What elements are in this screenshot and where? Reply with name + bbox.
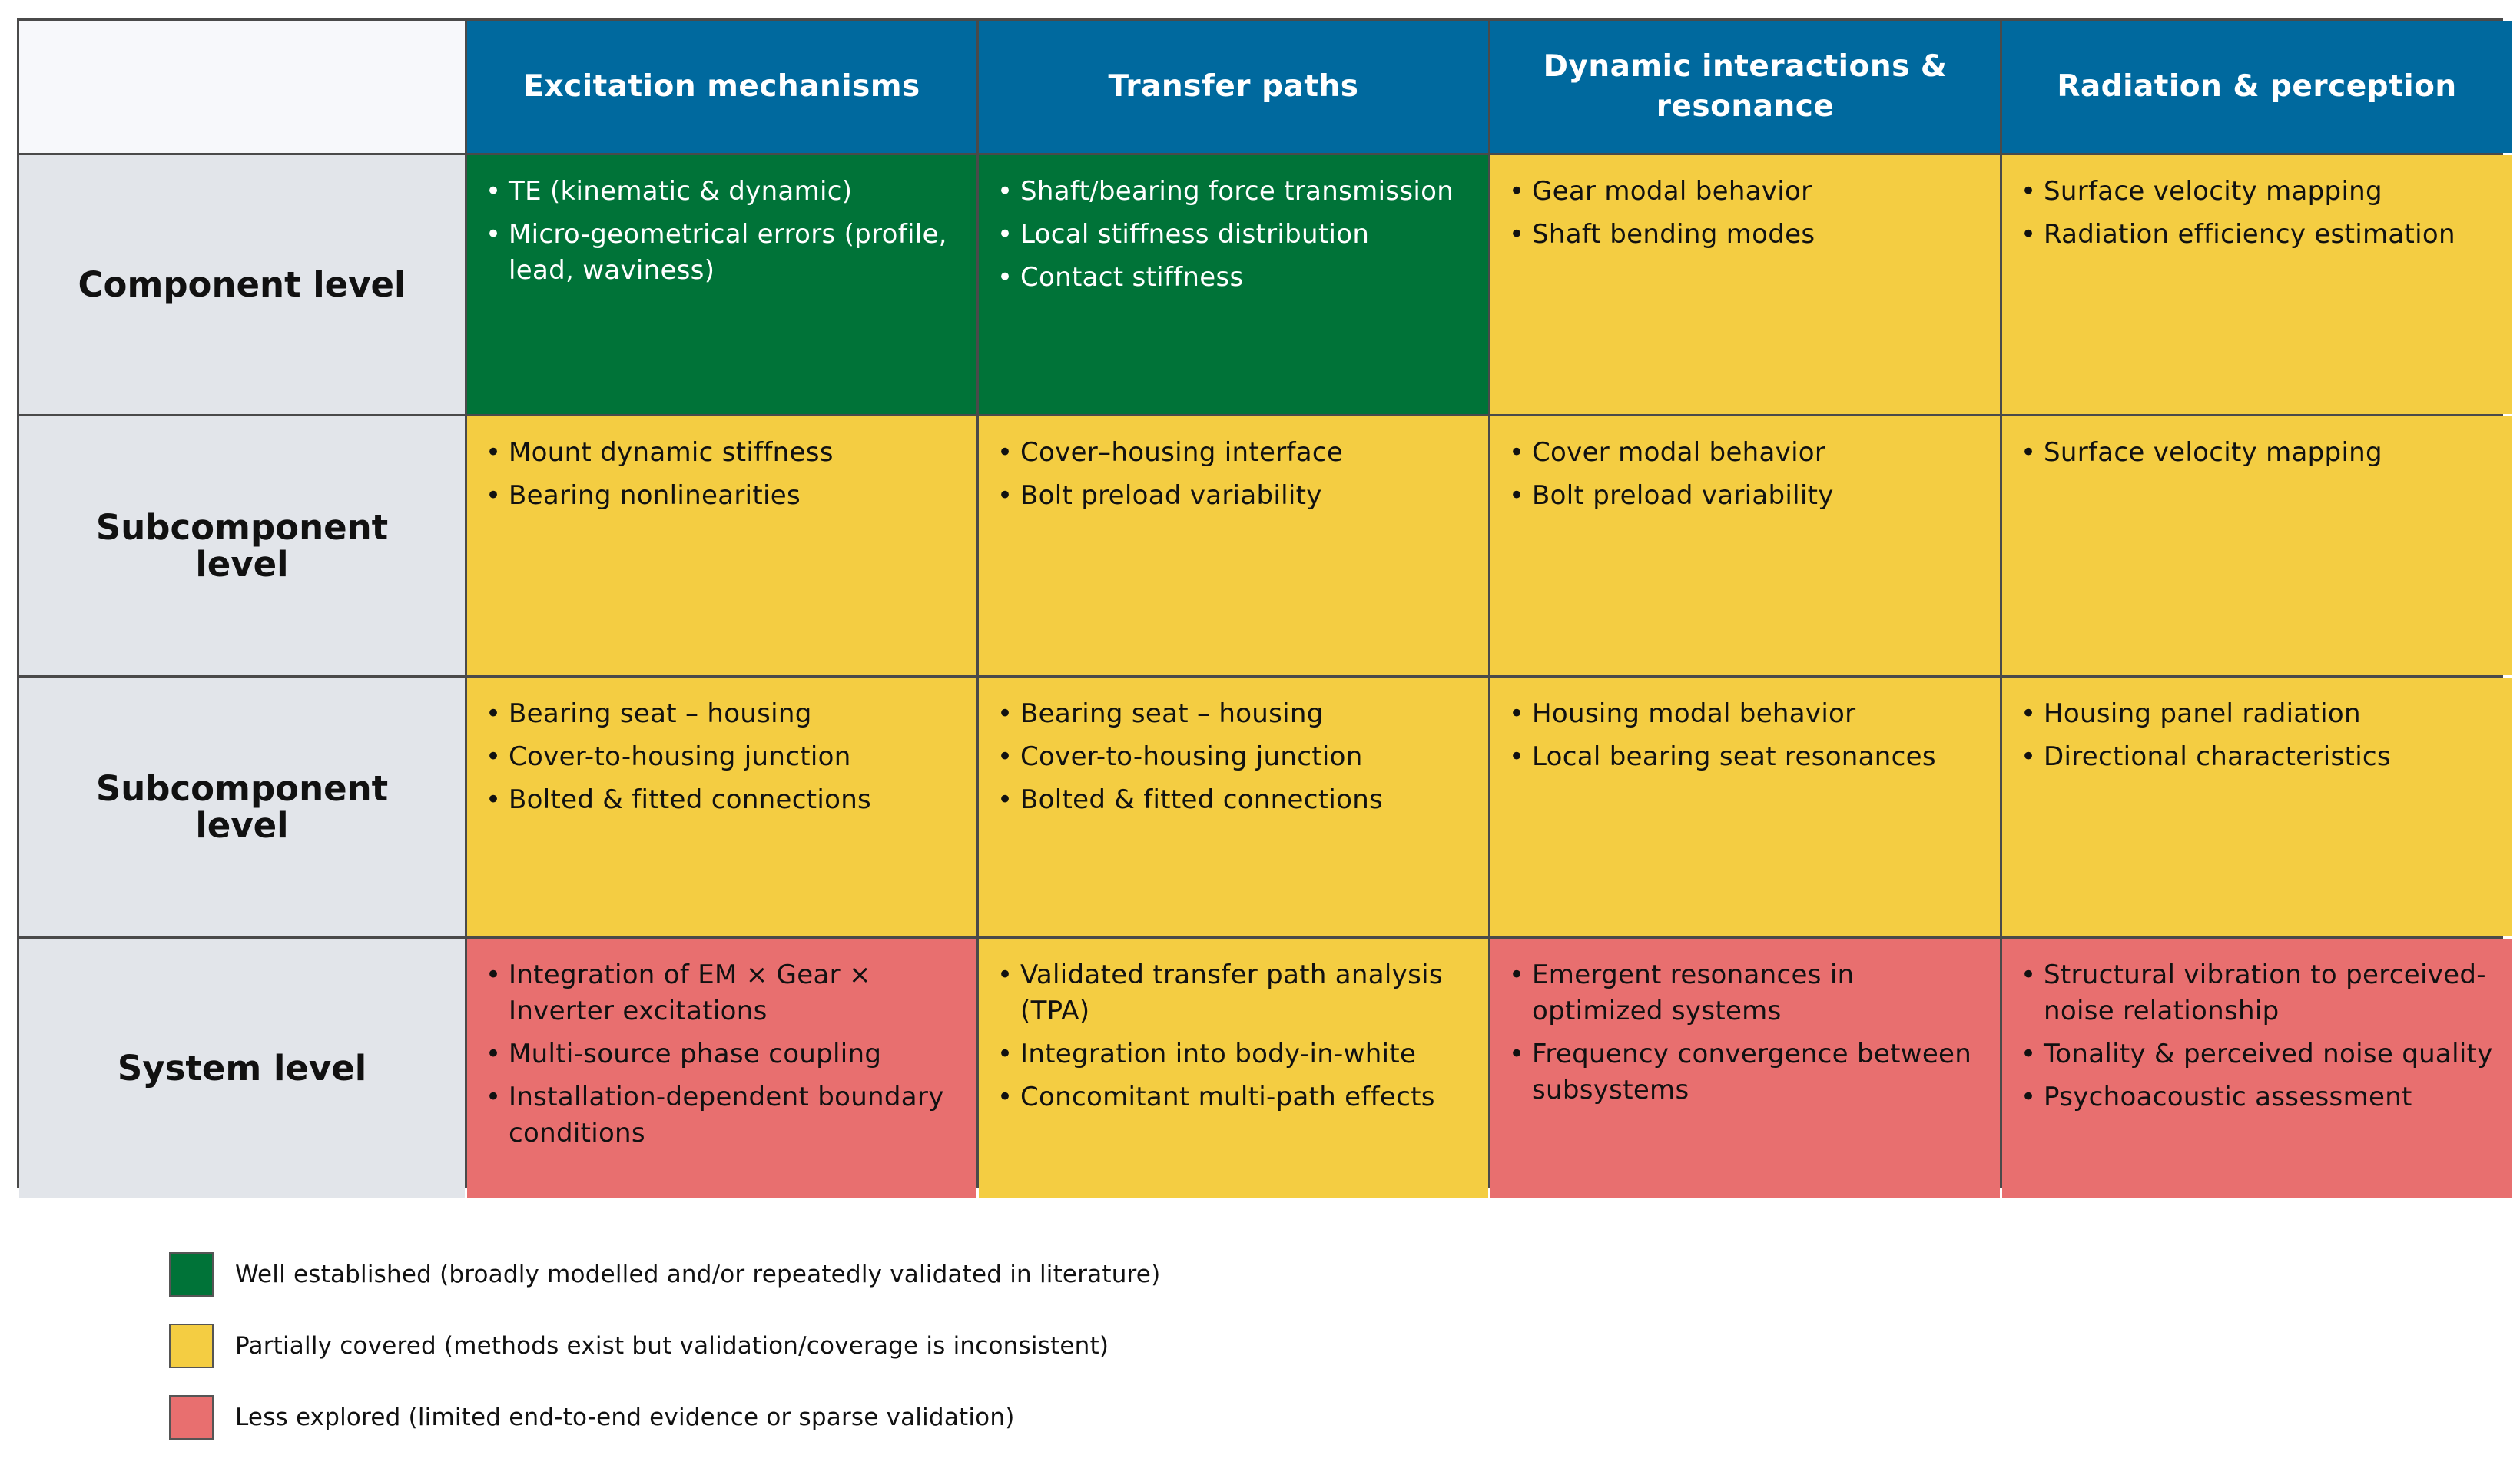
cell-item: • Mount dynamic stiffness [486,435,958,471]
matrix-cell [979,155,1488,414]
legend-swatch-red [169,1395,214,1440]
cell-item: • Cover modal behavior [1509,435,1981,471]
column-header-transfer-paths: Transfer paths [979,21,1488,153]
cell-item: • Bolted & fitted connections [486,782,958,818]
cell-item: • Structural vibration to perceived-noise relationship [2021,957,2493,1029]
column-header-excitation: Excitation mechanisms [467,21,976,153]
legend-item-less-explored [169,1394,1160,1441]
matrix-cell [1490,678,2000,936]
cell-item: • Psychoacoustic assessment [2021,1079,2493,1115]
matrix-corner [19,21,465,153]
row-header-subcomponent-2: Subcomponent level [19,678,465,936]
cell-item: • Housing panel radiation [2021,696,2493,732]
cell-item: • TE (kinematic & dynamic) [486,174,958,210]
cell-item: • Gear modal behavior [1509,174,1981,210]
cell-item: • Radiation efficiency estimation [2021,217,2493,253]
column-header-dynamic-interactions: Dynamic interactions & resonance [1490,21,2000,153]
cell-item: • Emergent resonances in optimized systems [1509,957,1981,1029]
cell-item: • Bearing seat – housing [997,696,1470,732]
legend-swatch-yellow [169,1324,214,1368]
cell-item: • Shaft bending modes [1509,217,1981,253]
matrix-cell [467,678,976,936]
cell-item: • Bolt preload variability [997,478,1470,514]
matrix-cell [979,939,1488,1198]
matrix-cell [467,155,976,414]
cell-item: • Concomitant multi-path effects [997,1079,1470,1115]
cell-item: • Bolted & fitted connections [997,782,1470,818]
cell-item: • Multi-source phase coupling [486,1036,958,1072]
legend-item-well-established [169,1251,1160,1298]
cell-item: • Micro-geometrical errors (profile, lead, waviness) [486,217,958,289]
cell-item: • Bearing nonlinearities [486,478,958,514]
maturity-matrix [17,18,2503,1188]
cell-item: • Bolt preload variability [1509,478,1981,514]
cell-item: • Installation-dependent boundary conditions [486,1079,958,1152]
cell-item: • Cover-to-housing junction [997,739,1470,775]
cell-item: • Validated transfer path analysis (TPA) [997,957,1470,1029]
legend-label: Partially covered (methods exist but validation/coverage is inconsistent) [235,1332,1109,1360]
cell-item: • Bearing seat – housing [486,696,958,732]
cell-item: • Shaft/bearing force transmission [997,174,1470,210]
cell-item: • Integration into body-in-white [997,1036,1470,1072]
matrix-cell [467,416,976,675]
matrix-cell [1490,416,2000,675]
row-header-subcomponent-1: Subcomponent level [19,416,465,675]
matrix-cell [979,416,1488,675]
cell-item: • Surface velocity mapping [2021,174,2493,210]
row-header-system: System level [19,939,465,1198]
cell-item: • Local stiffness distribution [997,217,1470,253]
matrix-cell [1490,155,2000,414]
cell-item: • Integration of EM × Gear × Inverter excitations [486,957,958,1029]
cell-item: • Local bearing seat resonances [1509,739,1981,775]
legend [169,1251,1160,1465]
legend-label: Well established (broadly modelled and/or repeatedly validated in literature) [235,1261,1161,1288]
cell-item: • Cover-to-housing junction [486,739,958,775]
legend-swatch-green [169,1252,214,1297]
matrix-cell [2002,155,2512,414]
cell-item: • Directional characteristics [2021,739,2493,775]
cell-item: • Surface velocity mapping [2021,435,2493,471]
matrix-cell [1490,939,2000,1198]
legend-item-partially-covered [169,1322,1160,1370]
row-header-component: Component level [19,155,465,414]
matrix-cell [979,678,1488,936]
cell-item: • Tonality & perceived noise quality [2021,1036,2493,1072]
cell-item: • Frequency convergence between subsystems [1509,1036,1981,1109]
matrix-cell [2002,939,2512,1198]
cell-item: • Cover–housing interface [997,435,1470,471]
cell-item: • Contact stiffness [997,260,1470,296]
matrix-cell [467,939,976,1198]
matrix-cell [2002,678,2512,936]
matrix-cell [2002,416,2512,675]
legend-label: Less explored (limited end-to-end evidence or sparse validation) [235,1404,1015,1431]
column-header-radiation: Radiation & perception [2002,21,2512,153]
cell-item: • Housing modal behavior [1509,696,1981,732]
